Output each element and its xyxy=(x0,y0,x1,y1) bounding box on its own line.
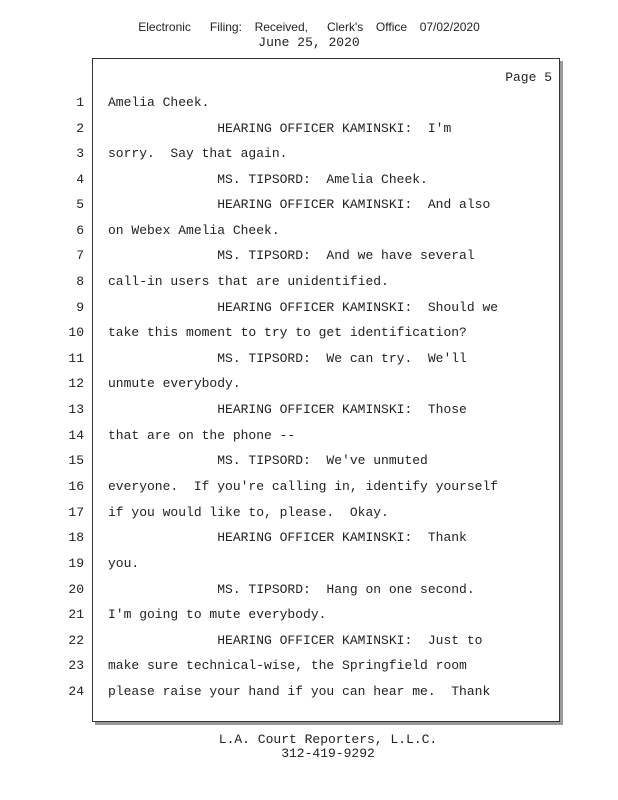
hearing-date: June 25, 2020 xyxy=(258,35,360,50)
transcript-line: sorry. Say that again. xyxy=(108,146,288,161)
transcript-line: make sure technical-wise, the Springfield room xyxy=(108,658,467,673)
page-number: Page 5 xyxy=(505,70,552,85)
line-number: 5 xyxy=(76,197,84,212)
line-number: 13 xyxy=(68,402,84,417)
transcript-line: Amelia Cheek. xyxy=(108,95,210,110)
filing-stamp: Electronic Filing: Received, Clerk's Office 07/02/2020 xyxy=(138,20,480,34)
line-number: 19 xyxy=(68,556,84,571)
line-number: 22 xyxy=(68,633,84,648)
transcript-line: please raise your hand if you can hear me. Thank xyxy=(108,684,491,699)
court-reporter-name: L.A. Court Reporters, L.L.C. xyxy=(218,732,438,747)
line-number: 14 xyxy=(68,428,84,443)
transcript-line: you. xyxy=(108,556,140,571)
transcript-line: MS. TIPSORD: We've unmuted xyxy=(108,453,428,468)
line-number: 20 xyxy=(68,582,84,597)
line-number: 3 xyxy=(76,146,84,161)
line-number: 8 xyxy=(76,274,84,289)
transcript-line: unmute everybody. xyxy=(108,376,241,391)
line-number: 1 xyxy=(76,95,84,110)
transcript-line: that are on the phone -- xyxy=(108,428,296,443)
line-number: 11 xyxy=(68,351,84,366)
line-number: 17 xyxy=(68,505,84,520)
transcript-line: HEARING OFFICER KAMINSKI: And also xyxy=(108,197,491,212)
court-reporter-phone: 312-419-9292 xyxy=(281,746,375,761)
transcript-line: MS. TIPSORD: We can try. We'll xyxy=(108,351,467,366)
transcript-line: take this moment to try to get identification? xyxy=(108,325,467,340)
line-number: 7 xyxy=(76,248,84,263)
transcript-line: HEARING OFFICER KAMINSKI: Thank xyxy=(108,530,467,545)
transcript-line: everyone. If you're calling in, identify yourself xyxy=(108,479,499,494)
line-number: 15 xyxy=(68,453,84,468)
line-number: 18 xyxy=(68,530,84,545)
transcript-line: MS. TIPSORD: Hang on one second. xyxy=(108,582,475,597)
transcript-line: MS. TIPSORD: And we have several xyxy=(108,248,475,263)
line-number: 6 xyxy=(76,223,84,238)
transcript-line: I'm going to mute everybody. xyxy=(108,607,327,622)
line-number: 2 xyxy=(76,121,84,136)
transcript-line: HEARING OFFICER KAMINSKI: Those xyxy=(108,402,467,417)
line-number: 9 xyxy=(76,300,84,315)
transcript-line: HEARING OFFICER KAMINSKI: Should we xyxy=(108,300,499,315)
line-number: 23 xyxy=(68,658,84,673)
transcript-line: if you would like to, please. Okay. xyxy=(108,505,389,520)
line-number: 12 xyxy=(68,376,84,391)
transcript-line: on Webex Amelia Cheek. xyxy=(108,223,280,238)
transcript-line: HEARING OFFICER KAMINSKI: I'm xyxy=(108,121,452,136)
line-number: 24 xyxy=(68,684,84,699)
line-number: 4 xyxy=(76,172,84,187)
transcript-line: HEARING OFFICER KAMINSKI: Just to xyxy=(108,633,483,648)
line-number: 21 xyxy=(68,607,84,622)
line-number: 10 xyxy=(68,325,84,340)
transcript-line: call-in users that are unidentified. xyxy=(108,274,389,289)
line-number: 16 xyxy=(68,479,84,494)
transcript-line: MS. TIPSORD: Amelia Cheek. xyxy=(108,172,428,187)
